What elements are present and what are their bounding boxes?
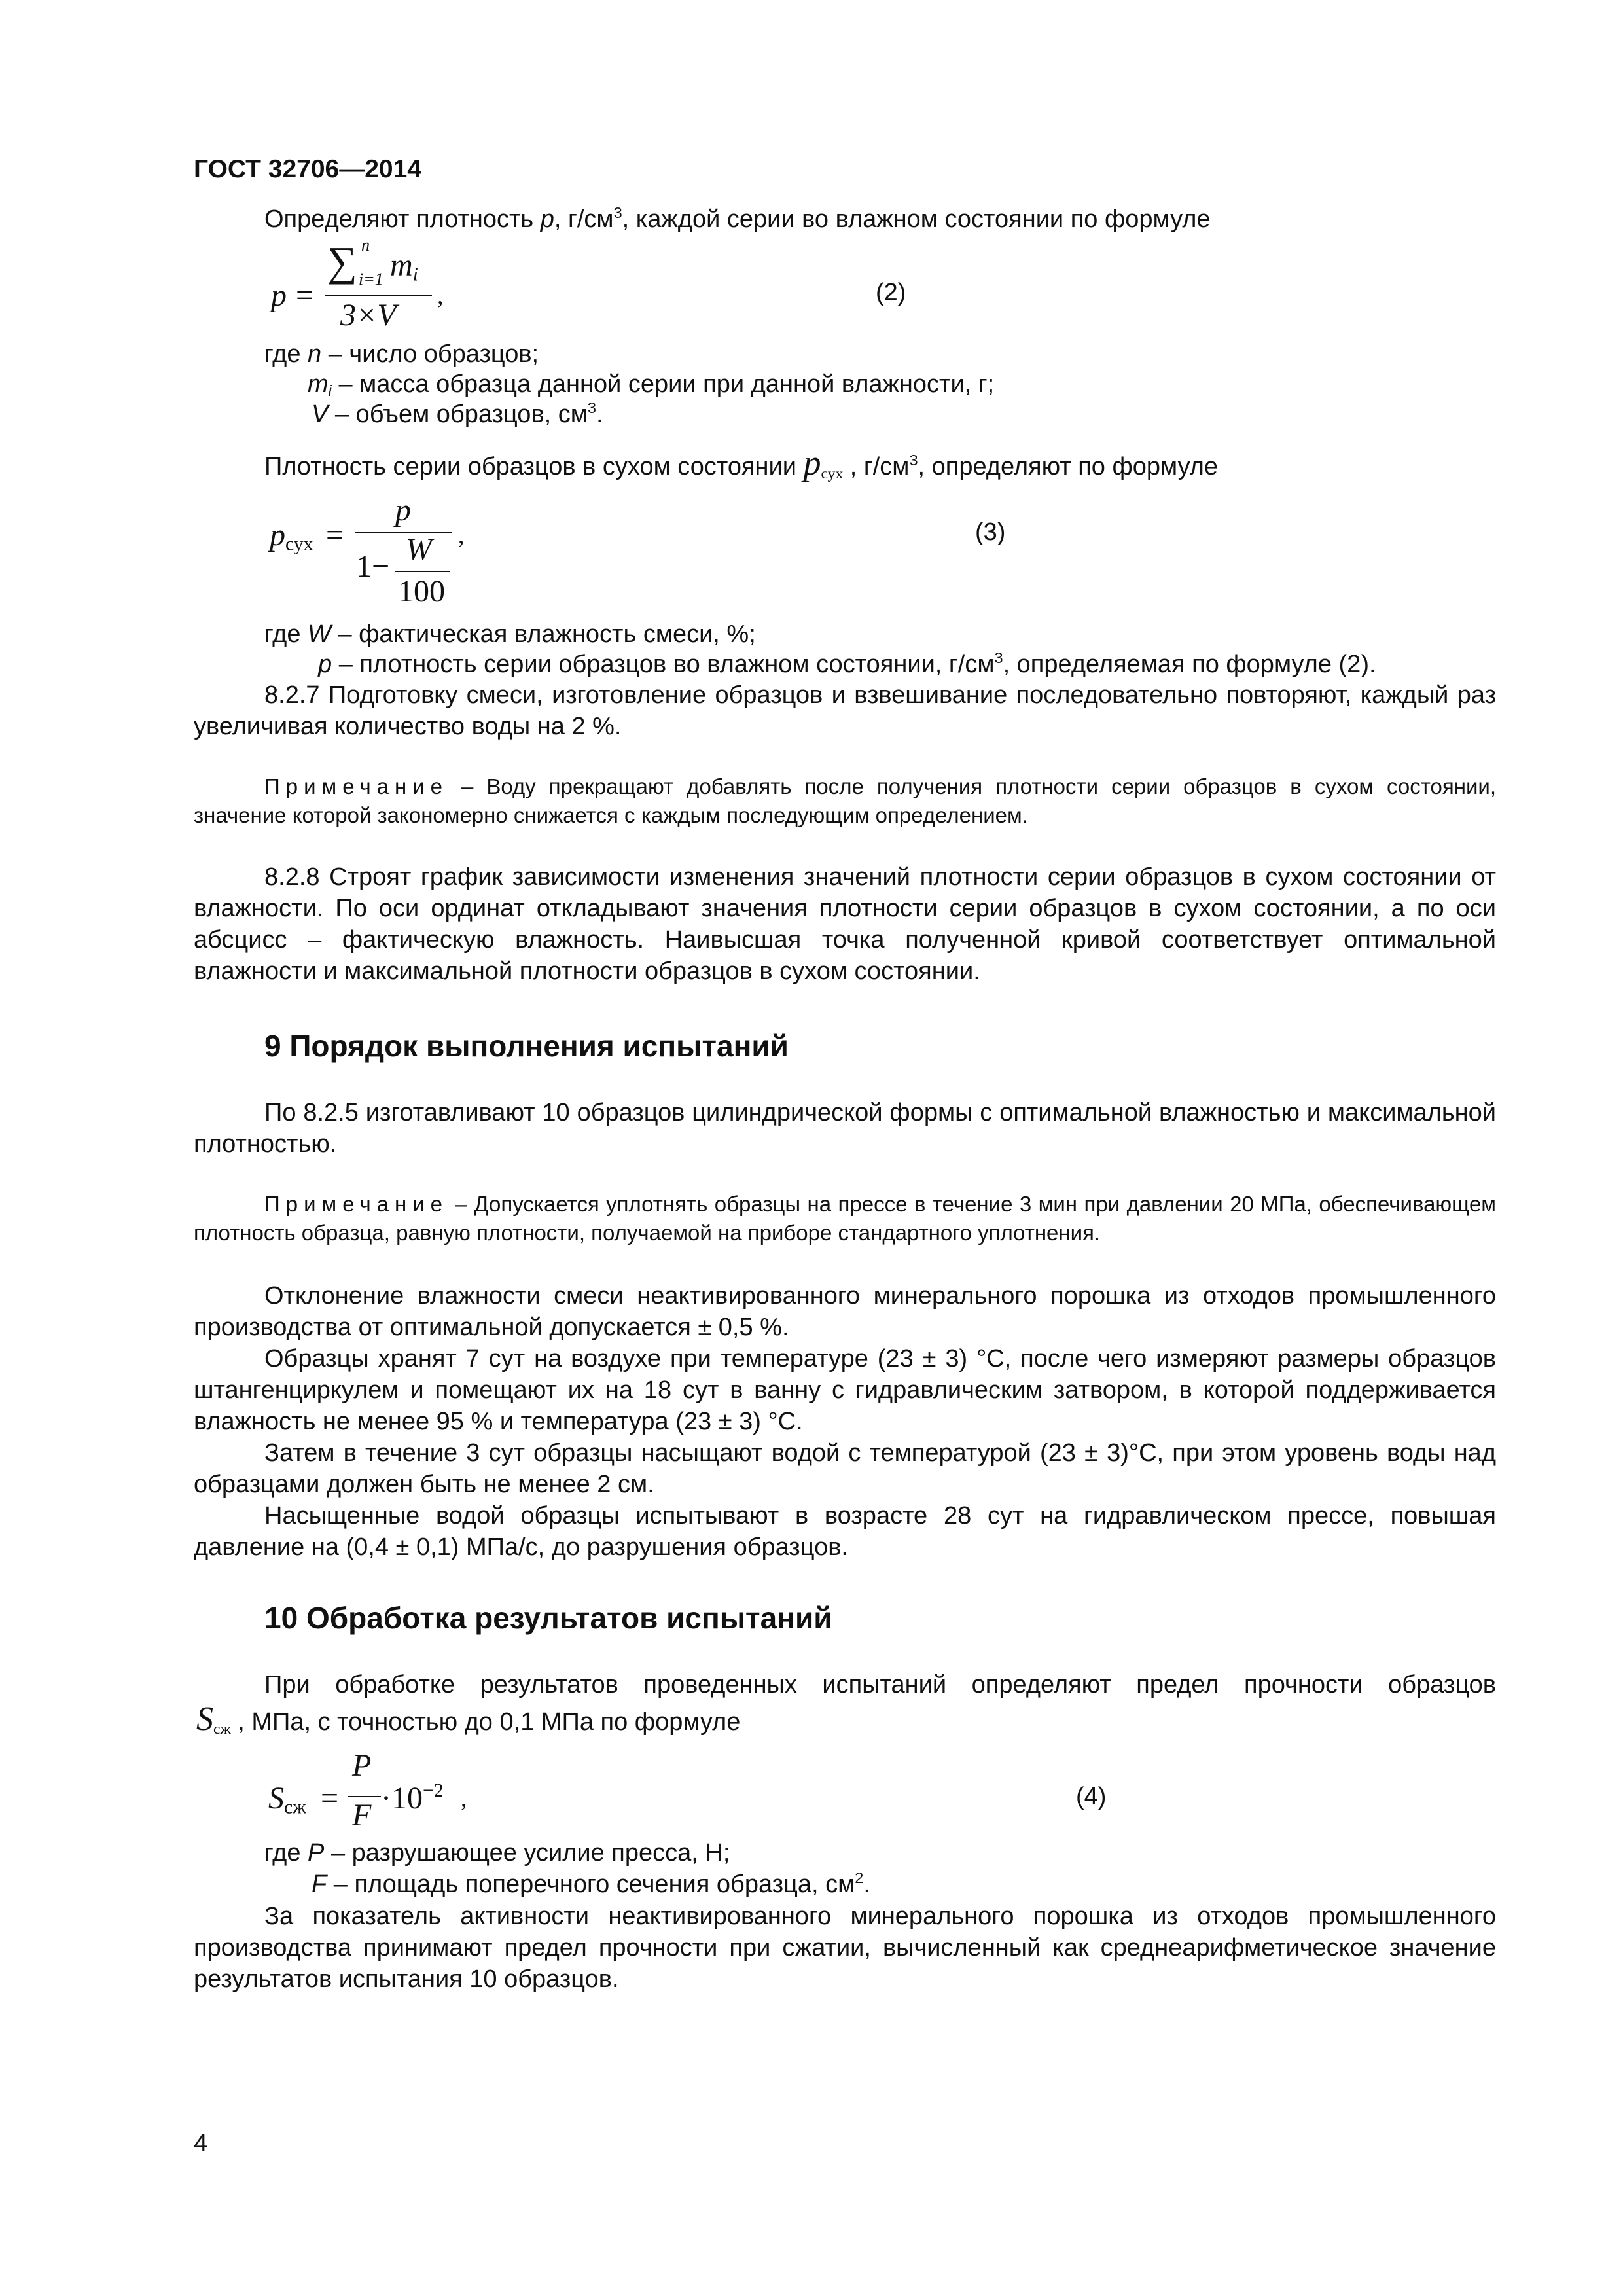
where-v: V – объем образцов, $см^3$. [312, 399, 603, 428]
section-10-para-1-line-1: При обработке результатов проведенных испытаний определяют предел прочности образцов [264, 1671, 1496, 1698]
section-9-para-5: Насыщенные водой образцы испытывают в возрасте 28 сут на гидравлическом прессе, повышая давление на (0,4 ± 0,1) МПа/с, до разрушения образцов. [194, 1502, 1496, 1561]
section-9-para-4: Затем в течение 3 сут образцы насыщают водой с температурой (23 ± 3)°С, при этом уровень воды над образцами должен быть не менее 2 см. [194, 1439, 1496, 1498]
where-w: где W – фактическая влажность смеси, %; [264, 620, 756, 648]
document-page: ГОСТ 32706—2014 Определяют плотность р, $г/см^3$, каждой серии во влажном состоянии по формуле p = ∑ n i=1 $m_i$ 3×V , (2) где n – число образцов; $m_i$ – масса образца данной серии при данной влажности, г; V – объем образцов, $см^3$. Плотность серии образцов в сухом состоянии $p_{сух}$ , $г/см^3$, определяют по формуле $p_{сух}$ = p 1− W 100 , (3) где W – фактическая влажность смеси, %; р – плотность серии образцов во влажном состоянии, $г/см^3$, определяемая по формуле (2). 8.2.7 Подготовку смеси, изготовление образцов и взвешивание последовательно повторяют, каждый раз увеличивая количество воды на 2 %. Примечание – Воду прекращают добавлять после получения плотности серии образцов в сухом состоянии, значение которой закономерно снижается с каждым последующим определением. 8.2.8 Строят график зависимости изменения значений плотности серии образцов в сухом состоянии от влажности. По оси ординат откладывают значения плотности серии образцов в сухом состоянии, а по оси абсцисс – фактическую влажность. Наивысшая точка полученной кривой соответствует оптимальной влажности и максимальной плотности образцов в сухом состоянии. 9 Порядок выполнения испытаний По 8.2.5 изготавливают 10 образцов цилиндрической формы с оптимальной влажностью и максимальной плотностью. Примечание – Допускается уплотнять образцы на прессе в течение 3 мин при давлении 20 МПа, обеспечивающем плотность образца, равную плотности, получаемой на приборе стандартного уплотнения. Отклонение влажности смеси неактивированного минерального порошка из отходов промышленного производства от оптимальной допускается ± 0,5 %. Образцы хранят 7 сут на воздухе при температуре (23 ± 3) °С, после чего измеряют размеры образцов штангенциркулем и помещают их на 18 сут в ванну с гидравлическим затвором, в которой поддерживается влажность не менее 95 % и температура (23 ± 3) °С. Затем в течение 3 сут образцы насыщают водой с температурой (23 ± 3)°С, при этом уровень воды над образцами должен быть не менее 2 см. Насыщенные водой образцы испытывают в возрасте 28 сут на гидравлическом прессе, повышая давление на (0,4 ± 0,1) МПа/с, до разрушения образцов. 10 Обработка результатов испытаний При обработке результатов проведенных испытаний определяют предел прочности образцов $S_{сж}$ , МПа, с точностью до 0,1 МПа по формуле $S_{сж}$ = P F $\cdot 10^{-2}$ , (4) где Р – разрушающее усилие пресса, Н; F – площадь поперечного сечения образца, $см^2$. За показатель активности неактивированного минерального порошка из отходов промышленного производства принимают предел прочности при сжатии, вычисленный как среднеарифметическое значение результатов испытания 10 образцов. 4 [194, 155, 1496, 2157]
formula-number: (4) [1076, 1783, 1107, 1810]
where-mi: $m_i$ – масса образца данной серии при данной влажности, г; [308, 370, 995, 399]
formula-number: (2) [876, 279, 906, 306]
where-n: где n – число образцов; [264, 340, 539, 368]
paragraph-8-2-8: 8.2.8 Строят график зависимости изменения значений плотности серии образцов в сухом состоянии от влажности. По оси ординат откладывают значения плотности серии образцов в сухом состоянии, а по оси абсцисс – фактическую влажность. Наивысшая точка полученной кривой соответствует оптимальной влажности и максимальной плотности образцов в сухом состоянии. [194, 863, 1496, 985]
where-f-area: F – площадь поперечного сечения образца, $см^2$. [312, 1869, 870, 1898]
dry-density-intro: Плотность серии образцов в сухом состоянии $p_{сух}$ , $г/см^3$, определяют по формуле [264, 443, 1219, 482]
note-1: Примечание – Воду прекращают добавлять после получения плотности серии образцов в сухом состоянии, значение которой закономерно снижается с каждым последующим определением. [194, 774, 1496, 827]
page-number: 4 [194, 2130, 208, 2157]
section-9-para-2: Отклонение влажности смеси неактивированного минерального порошка из отходов промышленного производства от оптимальной допускается ± 0,5 %. [194, 1282, 1496, 1341]
formula-number: (3) [975, 518, 1006, 546]
section-10-para-1-line-2: $S_{сж}$ , МПа, с точностью до 0,1 МПа по формуле [196, 1700, 741, 1738]
section-9-title: 9 Порядок выполнения испытаний [264, 1029, 789, 1063]
section-10-title: 10 Обработка результатов испытаний [264, 1601, 832, 1635]
where-p: р – плотность серии образцов во влажном состоянии, $г/см^3$, определяемая по формуле (2). [318, 649, 1376, 678]
paragraph-8-2-7: 8.2.7 Подготовку смеси, изготовление образцов и взвешивание последовательно повторяют, каждый раз увеличивая количество воды на 2 %. [194, 681, 1496, 740]
section-9-para-3: Образцы хранят 7 сут на воздухе при температуре (23 ± 3) °С, после чего измеряют размеры образцов штангенциркулем и помещают их на 18 сут в ванну с гидравлическим затвором, в которой поддерживается влажность не менее 95 % и температура (23 ± 3) °С. [194, 1345, 1496, 1435]
section-9-para-1: По 8.2.5 изготавливают 10 образцов цилиндрической формы с оптимальной влажностью и максимальной плотностью. [194, 1099, 1496, 1158]
intro-line: Определяют плотность р, $г/см^3$, каждой серии во влажном состоянии по формуле [264, 204, 1211, 233]
where-p-force: где Р – разрушающее усилие пресса, Н; [264, 1839, 730, 1867]
section-10-final-para: За показатель активности неактивированного минерального порошка из отходов промышленного производства принимают предел прочности при сжатии, вычисленный как среднеарифметическое значение результатов испытания 10 образцов. [194, 1903, 1496, 1993]
note-2: Примечание – Допускается уплотнять образцы на прессе в течение 3 мин при давлении 20 МПа, обеспечивающем плотность образца, равную плотности, получаемой на приборе стандартного уплотнения. [194, 1192, 1496, 1245]
document-id: ГОСТ 32706—2014 [194, 155, 421, 183]
